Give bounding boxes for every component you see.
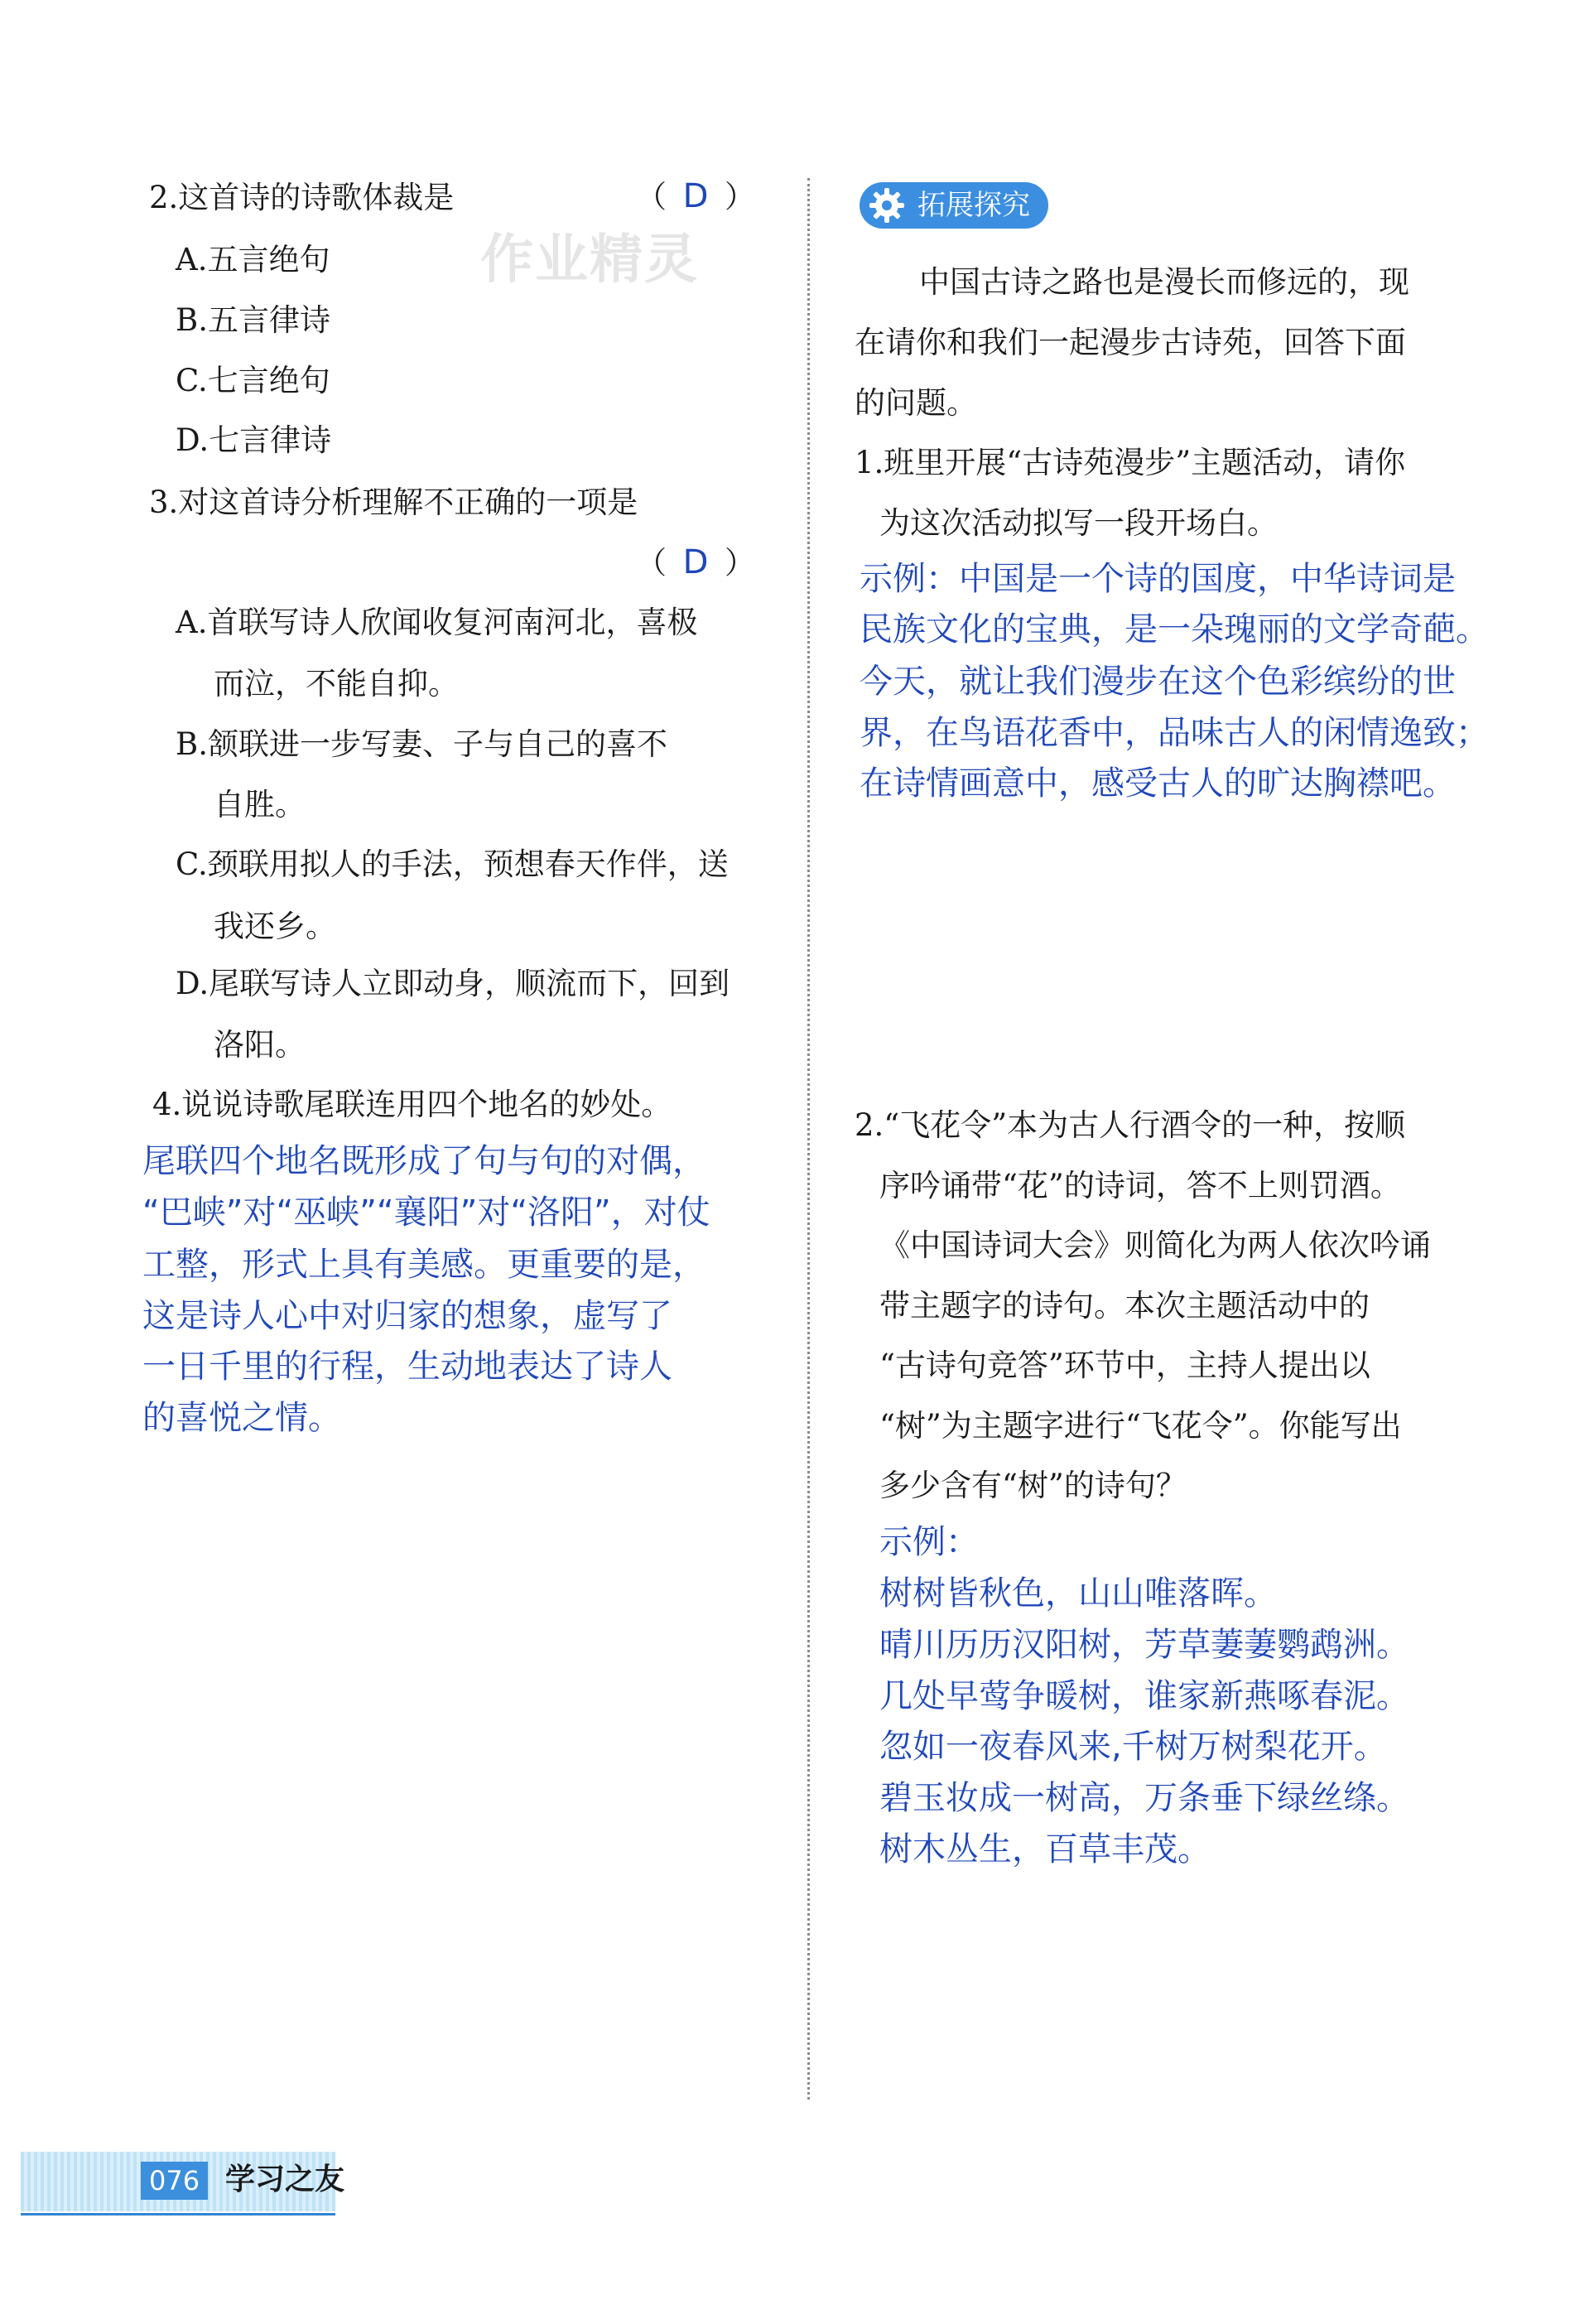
gear-icon <box>868 186 906 224</box>
q2-answer: D <box>682 177 709 215</box>
page-number: 076 <box>141 2162 208 2200</box>
q3-option-d-cont: 洛阳。 <box>214 1027 306 1063</box>
q4-answer-line-2: “巴峡”对“巫峡”“襄阳”对“洛阳”，对仗 <box>142 1193 710 1232</box>
q4-answer-line-6: 的喜悦之情。 <box>142 1399 341 1437</box>
r-q1-answer-line-4: 界，在鸟语花香中，品味古人的闲情逸致； <box>860 714 1489 752</box>
section-badge <box>860 182 1048 229</box>
q4-stem: 4.说说诗歌尾联连用四个地名的妙处。 <box>152 1087 672 1122</box>
q3-option-c: C.颈联用拟人的手法，预想春天作伴，送 <box>176 846 729 882</box>
r-q2-answer-line-4: 几处早莺争暖树，谁家新燕啄春泥。 <box>879 1677 1409 1715</box>
intro-line-2: 在请你和我们一起漫步古诗苑，回答下面 <box>855 325 1406 360</box>
r-q1-answer-line-5: 在诗情画意中，感受古人的旷达胸襟吧。 <box>860 764 1456 803</box>
r-q1-answer-line-1: 示例：中国是一个诗的国度，中华诗词是 <box>860 560 1456 598</box>
q4-answer-line-4: 这是诗人心中对归家的想象，虚写了 <box>142 1297 672 1335</box>
q3-option-c-cont: 我还乡。 <box>214 909 336 944</box>
q2-option-a: A.五言绝句 <box>176 242 330 277</box>
r-q2-stem-line-5: “古诗句竞答”环节中，主持人提出以 <box>879 1348 1370 1383</box>
intro-line-1: 中国古诗之路也是漫长而修远的，现 <box>919 264 1409 300</box>
column-divider <box>807 178 810 2100</box>
q4-answer-line-1: 尾联四个地名既形成了句与句的对偶， <box>142 1142 706 1180</box>
r-q1-answer-line-3: 今天，就让我们漫步在这个色彩缤纷的世 <box>860 663 1456 701</box>
q2-option-d: D.七言律诗 <box>176 422 332 458</box>
watermark: 作业精灵 <box>480 229 699 291</box>
r-q1-stem-line-2: 为这次活动拟写一段开场白。 <box>879 505 1278 541</box>
q3-option-b-cont: 自胜。 <box>214 787 306 822</box>
r-q2-stem-line-7: 多少含有“树”的诗句？ <box>879 1468 1187 1503</box>
r-q2-stem-line-3: 《中国诗词大会》则简化为两人依次吟诵 <box>879 1227 1431 1263</box>
q3-option-a-cont: 而泣，不能自抑。 <box>214 666 459 702</box>
r-q2-answer-line-6: 碧玉妆成一树高，万条垂下绿丝绦。 <box>879 1779 1409 1817</box>
footer-brand: 学习之友 <box>225 2162 345 2196</box>
q2-stem: 2.这首诗的诗歌体裁是 <box>149 180 455 215</box>
q2-option-c: C.七言绝句 <box>176 363 330 398</box>
q4-answer-line-5: 一日千里的行程，生动地表达了诗人 <box>142 1348 672 1386</box>
r-q2-stem-line-4: 带主题字的诗句。本次主题活动中的 <box>879 1288 1370 1324</box>
q4-answer-line-3: 工整，形式上具有美感。更重要的是， <box>142 1246 706 1284</box>
r-q2-answer-line-3: 晴川历历汉阳树，芳草萋萋鹦鹉洲。 <box>879 1626 1409 1664</box>
r-q2-answer-line-2: 树树皆秋色，山山唯落晖。 <box>879 1574 1277 1613</box>
q3-stem: 3.对这首诗分析理解不正确的一项是 <box>149 485 638 520</box>
footer-underline <box>21 2213 335 2216</box>
r-q1-stem-line-1: 1.班里开展“古诗苑漫步”主题活动，请你 <box>855 445 1406 480</box>
section-title: 拓展探究 <box>917 189 1030 222</box>
q3-answer: D <box>682 543 709 581</box>
r-q2-answer-line-1: 示例： <box>879 1523 979 1561</box>
q3-option-b: B.颔联进一步写妻、子与自己的喜不 <box>176 726 667 762</box>
r-q2-stem-line-1: 2.“飞花令”本为古人行酒令的一种，按顺 <box>855 1107 1406 1143</box>
r-q2-answer-line-7: 树木丛生，百草丰茂。 <box>879 1830 1211 1868</box>
q3-option-a: A.首联写诗人欣闻收复河南河北，喜极 <box>176 605 698 640</box>
r-q2-answer-line-5: 忽如一夜春风来,千树万树梨花开。 <box>879 1728 1387 1766</box>
q3-answer-parens: （ D ） <box>636 543 755 581</box>
intro-line-3: 的问题。 <box>855 385 977 421</box>
r-q1-answer-line-2: 民族文化的宝典，是一朵瑰丽的文学奇葩。 <box>860 610 1489 649</box>
q2-option-b: B.五言律诗 <box>176 302 330 338</box>
q2-answer-parens: （ D ） <box>636 177 755 215</box>
r-q2-stem-line-2: 序吟诵带“花”的诗词，答不上则罚酒。 <box>879 1168 1401 1203</box>
r-q2-stem-line-6: “树”为主题字进行“飞花令”。你能写出 <box>879 1408 1402 1444</box>
q3-option-d: D.尾联写诗人立即动身，顺流而下，回到 <box>176 966 730 1001</box>
